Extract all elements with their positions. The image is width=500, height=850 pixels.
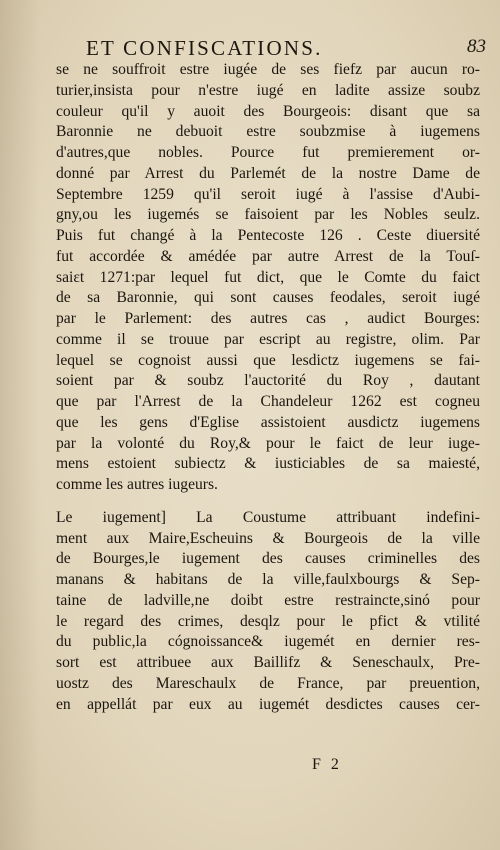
text-line: gny,ou les iugemés se faisoient par les Nobles seulz. (56, 206, 480, 224)
text-line: par la volonté du Roy,& pour le faict de leur iuge- (56, 434, 480, 452)
text-line: saiɛt 1271:par lequel fut dict, que le Comte du faict (56, 268, 480, 286)
text-line: Puis fut changé à la Pentecoste 126 . Ceste diuersité (56, 227, 480, 244)
text-line: comme les autres iugeurs. (56, 476, 218, 493)
paragraph-gap (56, 496, 480, 508)
text-line: de Bourges,le iugement des causes criminelles des (56, 550, 480, 568)
body-text (56, 60, 480, 715)
text-line: le regard des crimes, desqlz pour le pfict & vtilité (56, 612, 480, 630)
text-line: Le iugement] La Coustume attribuant indefini- (56, 508, 480, 526)
text-line: couleur qu'il y auoit des Bourgeois: disant que sa (56, 102, 480, 120)
text-line: turier,insista pour n'estre iugé en ladite assize soubz (56, 81, 480, 99)
running-head: ET CONFISCATIONS. (86, 36, 323, 60)
text-line: manans & habitans de la ville,faulxbourgs & Sep- (56, 571, 480, 588)
text-line: que par l'Arrest de la Chandeleur 1262 est cogneu (56, 393, 480, 410)
text-line: d'autres,que nobles. Pource fut premierement or- (56, 144, 480, 161)
text-line: sort est attribuee aux Baillifz & Seneschaulx, Pre- (56, 654, 480, 671)
text-line: en appellát par eux au iugemét desdictes causes cer- (56, 695, 480, 713)
text-line: uostz des Mareschaulx de France, par preuention, (56, 674, 480, 692)
text-line: taine de ladville,ne doibt estre restraincte,sinó pour (56, 591, 480, 609)
text-line: par le Parlement: des autres cas , audict Bourges: (56, 310, 480, 327)
text-line: Septembre 1259 qu'il seroit iugé à l'assise d'Aubi- (56, 185, 480, 203)
signature-mark: F 2 (312, 756, 342, 773)
text-line: ment aux Maire,Escheuins & Bourgeois de la ville (56, 529, 480, 547)
text-line: comme il se trouue par escript au registre, olim. Par (56, 330, 480, 348)
text-line: se ne souffroit estre iugée de ses fiefz par aucun ro- (56, 61, 480, 78)
text-line: Baronnie ne debuoit estre soubzmise à iugemens (56, 123, 480, 141)
text-line: lequel se cognoist aussi que lesdictz iugemens se fai- (56, 351, 480, 369)
text-line: que les gens d'Eglise assistoient ausdictz iugemens (56, 413, 480, 431)
text-line: soient par & soubz l'auctorité du Roy , dautant (56, 372, 480, 390)
text-line: fut accordée & amédée par autre Arrest de la Touſ- (56, 247, 480, 265)
text-line: donné par Arrest du Parlemét de la nostre Dame de (56, 164, 480, 182)
text-line: de sa Baronnie, qui sont causes feodales, seroit iugé (56, 289, 480, 307)
page-gutter-shadow (0, 0, 40, 850)
text-line: mens estoient subiectz & iusticiables de sa maiesté, (56, 455, 480, 473)
text-line: du public,la cógnoissance& iugemét en dernier res- (56, 633, 480, 651)
page-number: 83 (467, 36, 486, 57)
